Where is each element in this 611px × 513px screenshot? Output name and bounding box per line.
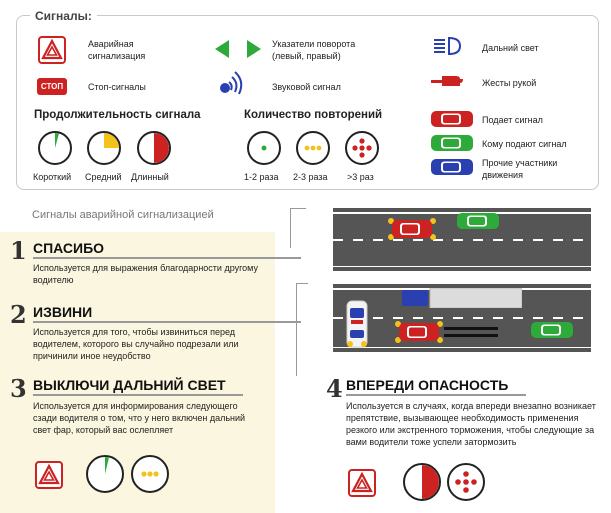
legend-others-label: Прочие участники движения	[482, 158, 558, 180]
legend-hazard-label: Аварийная сигнализация	[88, 39, 146, 61]
stop-badge: СТОП	[37, 78, 67, 95]
section-4-underline	[346, 394, 526, 396]
section-2-title: ИЗВИНИ	[33, 304, 93, 320]
section-3-underline	[33, 394, 243, 396]
section-4-title: ВПЕРЕДИ ОПАСНОСТЬ	[346, 377, 509, 393]
section-1-desc: Используется для выражения благодарности другому водителю	[33, 263, 258, 285]
legend-turn-label: Указатели поворота (левый, правый)	[272, 39, 356, 61]
section-1-number: 1	[10, 236, 27, 265]
horn-icon	[219, 70, 247, 101]
brake-marks	[444, 325, 498, 344]
section-4-number: 4	[326, 374, 343, 403]
long-label: Длинный	[131, 172, 169, 182]
legend-high-beam-label: Дальний свет	[482, 43, 539, 53]
road-1-green-car	[456, 212, 500, 235]
legend-stop-label: Стоп-сигналы	[88, 82, 146, 92]
section-3-repeat-icon	[131, 455, 169, 493]
section-2-desc: Используется для того, чтобы извиниться перед водителем, которого вы случайно подрезали или причинили иное неудобство	[33, 327, 239, 361]
section-3-desc: Используется для информирования следующего сзади водителя о том, что у него включен дальний свет фар, который вас ослепляет	[33, 401, 246, 435]
section-1-connector	[290, 208, 306, 248]
section-4-repeat-icon	[447, 463, 485, 501]
medium-label: Средний	[85, 172, 122, 182]
legend-hand-label: Жесты рукой	[482, 78, 537, 88]
medium-duration-icon	[87, 131, 121, 165]
short-label: Короткий	[33, 172, 72, 182]
blue-car-icon	[430, 158, 474, 181]
hazard-signals-heading: Сигналы аварийной сигнализацией	[32, 209, 214, 221]
section-3-title: ВЫКЛЮЧИ ДАЛЬНИЙ СВЕТ	[33, 377, 226, 393]
road-2-police-car	[346, 300, 368, 353]
section-3-hazard-icon	[35, 461, 63, 489]
legend-signaling-label: Подает сигнал	[482, 115, 543, 125]
repeat-many-label: >3 раз	[347, 172, 374, 182]
section-4-desc: Используется в случаях, когда впереди внезапно возникает препятствие, вызывающее необходимость применения резкого или экстренного торможения, чтобы следующие за вами водители тоже успели затормозить	[346, 401, 596, 447]
section-2-underline	[33, 321, 301, 323]
section-1-title: СПАСИБО	[33, 240, 105, 256]
section-2-number: 2	[10, 300, 27, 329]
legend-horn-label: Звуковой сигнал	[272, 82, 341, 92]
high-beam-icon	[432, 37, 462, 60]
long-duration-icon	[137, 131, 171, 165]
road-2-green-car	[530, 321, 574, 344]
section-2-connector	[296, 283, 308, 376]
repeat-many-icon	[345, 131, 379, 165]
section-3-short-icon	[86, 455, 124, 493]
repeat-once-icon	[247, 131, 281, 165]
green-car-icon	[430, 134, 474, 157]
repeat-twice-label: 2-3 раза	[293, 172, 328, 182]
short-duration-icon	[38, 131, 72, 165]
legend-receiving-label: Кому подают сигнал	[482, 139, 567, 149]
section-4-long-icon	[403, 463, 441, 501]
hand-gesture-icon	[430, 72, 464, 95]
section-3-number: 3	[10, 374, 27, 403]
repeat-twice-icon	[296, 131, 330, 165]
duration-title: Продолжительность сигнала	[34, 109, 201, 121]
section-1-underline	[33, 257, 301, 259]
road-2-red-car	[395, 321, 443, 348]
section-4-hazard-icon	[348, 469, 376, 497]
red-car-icon	[430, 110, 474, 133]
legend-title: Сигналы:	[30, 9, 97, 23]
repeats-title: Количество повторений	[244, 109, 383, 121]
hazard-icon	[38, 36, 66, 64]
turn-signal-icon	[215, 40, 261, 63]
road-1-red-car	[388, 218, 436, 245]
repeat-once-label: 1-2 раза	[244, 172, 279, 182]
road-2-truck	[402, 288, 522, 313]
